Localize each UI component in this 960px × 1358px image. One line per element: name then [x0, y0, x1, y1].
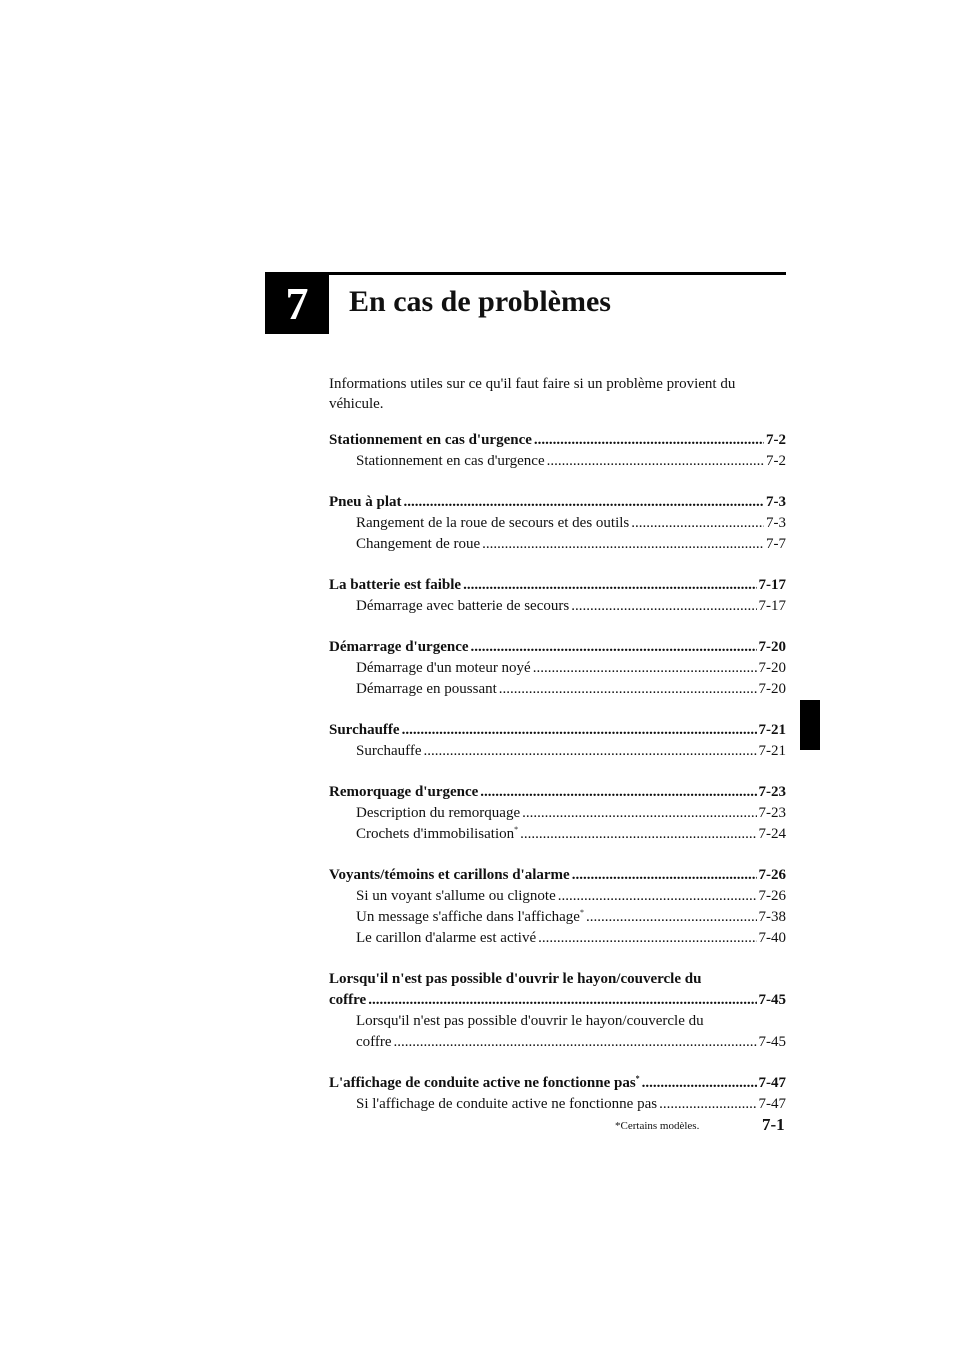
toc-item[interactable]	[329, 658, 786, 679]
toc-section-title: Remorquage d'urgence	[329, 784, 479, 800]
asterisk-mark: *	[514, 825, 519, 834]
toc-item-page: 7-40	[758, 930, 786, 946]
toc-section-title-line[interactable]: Lorsqu'il n'est pas possible d'ouvrir le hayon/couvercle du	[329, 971, 702, 987]
toc-item-title: Stationnement en cas d'urgence	[356, 453, 545, 469]
toc-item-page: 7-38	[758, 909, 786, 925]
toc-leader-dots	[482, 534, 764, 555]
toc-item-title-line[interactable]: Lorsqu'il n'est pas possible d'ouvrir le hayon/couvercle du	[356, 1013, 704, 1029]
toc-item-page: 7-24	[758, 826, 786, 842]
chapter-thumb-tab	[800, 700, 820, 750]
toc-section-title: coffre	[329, 992, 367, 1008]
toc-item-page: 7-47	[758, 1096, 786, 1112]
toc-section-title: Démarrage d'urgence	[329, 639, 469, 655]
toc-leader-dots	[522, 803, 756, 824]
toc-section[interactable]	[329, 637, 786, 658]
toc-section-page: 7-26	[758, 867, 786, 883]
toc-item[interactable]	[329, 534, 786, 555]
toc-item-page: 7-2	[766, 453, 786, 469]
toc-item[interactable]	[329, 886, 786, 907]
toc-item-page: 7-20	[758, 681, 786, 697]
toc-leader-dots	[463, 575, 756, 596]
page-number: 7-1	[762, 1115, 785, 1134]
toc-section[interactable]	[329, 430, 786, 451]
toc-item-title: Rangement de la roue de secours et des outils	[356, 515, 630, 531]
toc-leader-dots	[572, 865, 757, 886]
toc-item-page: 7-21	[758, 743, 786, 759]
toc-section-page: 7-17	[758, 577, 786, 593]
toc-section-title: Voyants/témoins et carillons d'alarme	[329, 867, 570, 883]
toc-item[interactable]	[329, 513, 786, 534]
table-of-contents	[329, 430, 786, 1115]
footer-note: *Certains modèles.	[615, 1120, 700, 1132]
toc-leader-dots	[499, 679, 757, 700]
toc-item-title: Démarrage avec batterie de secours	[356, 598, 570, 614]
toc-section[interactable]	[329, 865, 786, 886]
asterisk-mark: *	[635, 1074, 640, 1083]
toc-leader-dots	[534, 430, 764, 451]
toc-section-title: Stationnement en cas d'urgence	[329, 432, 532, 448]
toc-item[interactable]	[329, 824, 786, 845]
toc-leader-dots	[480, 782, 756, 803]
toc-section-title: L'affichage de conduite active ne fonctionne pas*	[329, 1074, 640, 1091]
toc-item-page: 7-26	[758, 888, 786, 904]
toc-item-title: Un message s'affiche dans l'affichage*	[356, 908, 584, 925]
toc-leader-dots	[533, 658, 757, 679]
toc-leader-dots	[471, 637, 757, 658]
toc-section-page: 7-3	[766, 494, 786, 510]
toc-item-title: Surchauffe	[356, 743, 422, 759]
toc-section[interactable]	[329, 575, 786, 596]
toc-item[interactable]	[329, 679, 786, 700]
toc-item-page: 7-20	[758, 660, 786, 676]
toc-leader-dots	[586, 907, 757, 928]
toc-item-title: Démarrage en poussant	[356, 681, 497, 697]
toc-leader-dots	[394, 1032, 757, 1053]
toc-section-page: 7-45	[758, 992, 786, 1008]
toc-section[interactable]	[329, 720, 786, 741]
chapter-title: En cas de problèmes	[349, 285, 611, 318]
toc-item-title: Si l'affichage de conduite active ne fonctionne pas	[356, 1096, 658, 1112]
toc-section[interactable]	[329, 990, 786, 1011]
toc-item-title: Si un voyant s'allume ou clignote	[356, 888, 556, 904]
toc-item[interactable]	[329, 803, 786, 824]
toc-item-title: Changement de roue	[356, 536, 481, 552]
toc-section[interactable]	[329, 492, 786, 513]
toc-item-title: Description du remorquage	[356, 805, 521, 821]
toc-leader-dots	[404, 492, 764, 513]
toc-section-page: 7-23	[758, 784, 786, 800]
toc-leader-dots	[402, 720, 757, 741]
toc-section-title: Surchauffe	[329, 722, 400, 738]
toc-leader-dots	[368, 990, 756, 1011]
toc-leader-dots	[631, 513, 764, 534]
toc-section-page: 7-20	[758, 639, 786, 655]
toc-item[interactable]	[329, 1032, 786, 1053]
toc-leader-dots	[538, 928, 756, 949]
toc-section[interactable]	[329, 1073, 786, 1094]
toc-item[interactable]	[329, 451, 786, 472]
toc-item-page: 7-23	[758, 805, 786, 821]
toc-section-page: 7-47	[758, 1075, 786, 1091]
chapter-number-box	[265, 272, 329, 334]
toc-item-title: Le carillon d'alarme est activé	[356, 930, 537, 946]
toc-item-page: 7-3	[766, 515, 786, 531]
toc-section-title: Pneu à plat	[329, 494, 402, 510]
toc-leader-dots	[547, 451, 764, 472]
toc-item[interactable]	[329, 1094, 786, 1115]
toc-item-title: coffre	[356, 1034, 392, 1050]
toc-item[interactable]	[329, 596, 786, 617]
toc-item-page: 7-45	[758, 1034, 786, 1050]
asterisk-mark: *	[579, 908, 584, 917]
toc-section-page: 7-21	[758, 722, 786, 738]
toc-item[interactable]	[329, 741, 786, 762]
chapter-rule	[329, 272, 786, 275]
toc-item-title: Crochets d'immobilisation*	[356, 825, 519, 842]
toc-item-title: Démarrage d'un moteur noyé	[356, 660, 531, 676]
toc-item-page: 7-17	[758, 598, 786, 614]
toc-leader-dots	[520, 824, 756, 845]
toc-leader-dots	[571, 596, 756, 617]
toc-leader-dots	[424, 741, 757, 762]
toc-item-page: 7-7	[766, 536, 786, 552]
toc-leader-dots	[642, 1073, 757, 1094]
toc-item[interactable]	[329, 928, 786, 949]
toc-item[interactable]	[329, 907, 786, 928]
chapter-number: 7	[285, 277, 309, 329]
toc-leader-dots	[659, 1094, 756, 1115]
intro-text: Informations utiles sur ce qu'il faut faire si un problème provient du véhicule.	[329, 376, 736, 412]
toc-section-page: 7-2	[766, 432, 786, 448]
toc-section-title: La batterie est faible	[329, 577, 462, 593]
toc-leader-dots	[558, 886, 757, 907]
toc-section[interactable]	[329, 782, 786, 803]
